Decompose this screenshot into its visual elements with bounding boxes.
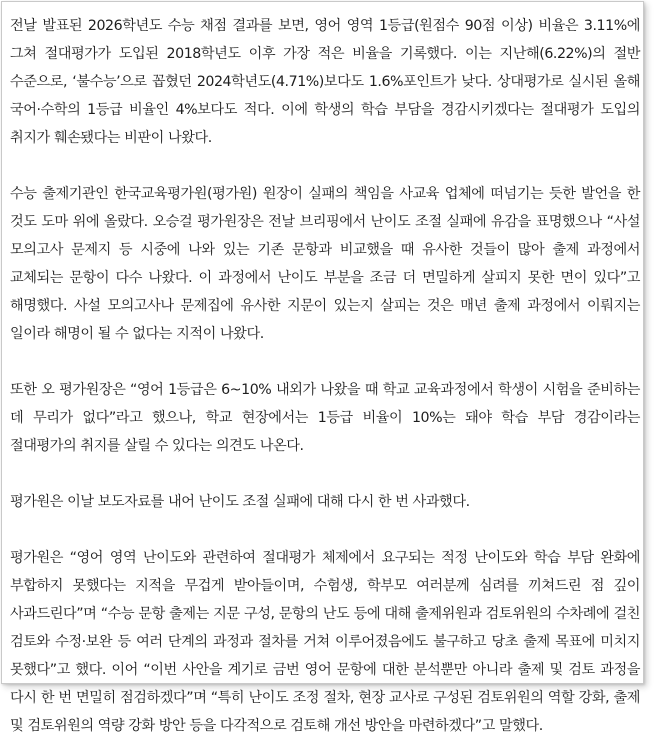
article-body [10, 12, 640, 740]
article-paragraph-3: 또한 오 평가원장은 “영어 1등급은 6~10% 내외가 나왔을 때 학교 교육과정에서 학생이 시험을 준비하는 데 무리가 없다”라고 했으나, 학교 현장에서는 1등급 비율이 10%는 돼야 학습 부담 경감이라는 절대평가의 취지를 살릴 수 있다는 의견도 나온다. [10, 382, 640, 454]
article-paragraph-5: 평가원은 “영어 영역 난이도와 관련하여 절대평가 체제에서 요구되는 적정 난이도와 학습 부담 완화에 부합하지 못했다는 지적을 무겁게 받아들이며, 수험생, 학부모 여러분께 심려를 끼쳐드린 점 깊이 사과드린다”며 “수능 문항 출제는 지문 구성, 문항의 난도 등에 대해 출제위원과 검토위원의 수차례에 걸친 검토와 수정·보완 등 여러 단계의 과정과 절차를 거쳐 이루어졌음에도 불구하고 당초 출제 목표에 미치지 못했다”고 했다. 이어 “이번 사안을 계기로 금번 영어 문항에 대한 분석뿐만 아니라 출제 및 검토 과정을 다시 한 번 면밀히 점검하겠다”며 “특히 난이도 조정 절차, 현장 교사로 구성된 검토위원의 역할 강화, 출제 및 검토위원의 역량 강화 방안 등을 다각적으로 검토해 개선 방안을 마련하겠다”고 말했다. [10, 550, 640, 734]
article-paragraph-1: 전날 발표된 2026학년도 수능 채점 결과를 보면, 영어 영역 1등급(원점수 90점 이상) 비율은 3.11%에 그쳐 절대평가가 도입된 2018학년도 이후 가장 적은 비율을 기록했다. 이는 지난해(6.22%)의 절반 수준으로, ‘불수능’으로 꼽혔던 2024학년도(4.71%)보다도 1.6%포인트가 낮다. 상대평가로 실시된 올해 국어·수학의 1등급 비율인 4%보다도 적다. 이에 학생의 학습 부담을 경감시키겠다는 절대평가 도입의 취지가 훼손됐다는 비판이 나왔다. [10, 18, 640, 146]
article-frame [1, 1, 644, 734]
article-paragraph-4: 평가원은 이날 보도자료를 내어 난이도 조절 실패에 대해 다시 한 번 사과했다. [10, 494, 470, 510]
article-paragraph-2: 수능 출제기관인 한국교육평가원(평가원) 원장이 실패의 책임을 사교육 업체에 떠넘기는 듯한 발언을 한 것도 도마 위에 올랐다. 오승걸 평가원장은 전날 브리핑에서 난이도 조절 실패에 유감을 표명했으나 “사설 모의고사 문제지 등 시중에 나와 있는 기존 문항과 비교했을 때 유사한 것들이 많아 출제 과정에서 교체되는 문항이 다수 나왔다. 이 과정에서 난이도 부분을 조금 더 면밀하게 살피지 못한 면이 있다”고 해명했다. 사설 모의고사나 문제집에 유사한 지문이 있는지 살피는 것은 매년 출제 과정에서 이뤄지는 일이라 해명이 될 수 없다는 지적이 나왔다. [10, 186, 640, 342]
